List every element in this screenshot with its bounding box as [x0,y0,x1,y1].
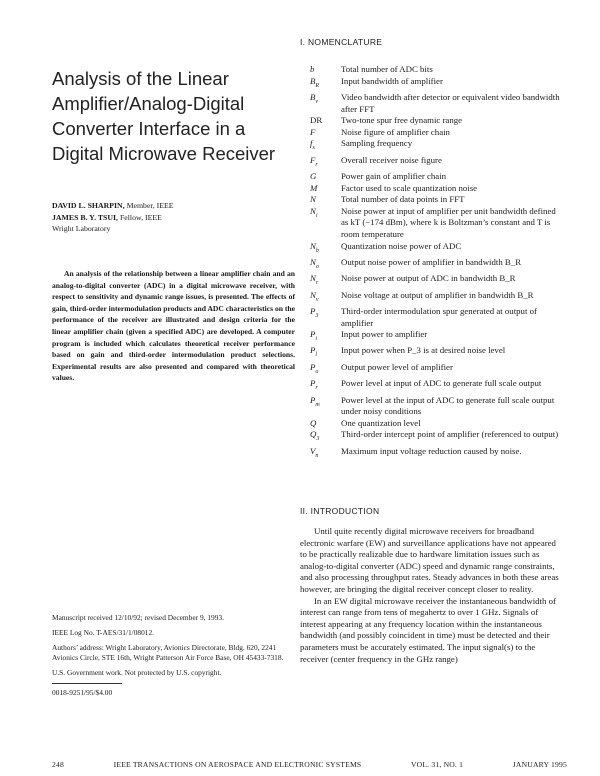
nomenclature-symbol: $N_b$ [310,240,319,254]
nomenclature-entry [300,138,560,154]
nomenclature-definition: Video bandwidth after detector or equivalent video bandwidth after FFT [341,91,560,114]
introduction-heading: II. INTRODUCTION [300,506,380,516]
page-number: 248 [52,760,64,769]
nomenclature-symbol: $N_v$ [310,289,319,303]
nomenclature-entry [300,362,560,378]
nomenclature-definition: Noise power at input of amplifier per unit bandwidth defined as kT (−174 dBm), where k is Boltzman’s constant and T is room temperature [341,205,556,239]
nomenclature-entry [300,115,560,127]
nomenclature-symbol: M [310,182,318,193]
affiliation: Wright Laboratory [52,224,111,233]
nomenclature-symbol: $N_i$ [310,205,318,219]
nomenclature-symbol: Q [310,417,317,428]
nomenclature-definition: One quantization level [341,417,421,428]
divider [52,683,122,684]
nomenclature-entry [300,345,560,361]
nomenclature-definition: Maximum input voltage reduction caused by noise. [341,445,522,456]
nomenclature-symbol: $P_m$ [310,394,320,408]
nomenclature-definition: Overall receiver noise figure [341,154,442,165]
nomenclature-entry [300,273,560,289]
paragraph: Until quite recently digital microwave receivers for broadband electronic warfare (EW) and surveillance applications have not appeared to be practically realizable due to hardware limitation issues such as analog-to-digital converter (ADC) speed and dynamic range constraints, and also processing throughput rates. Steady advances in both these areas however, are bringing the digital receiver concept closer to reality. [300,526,559,594]
nomenclature-entry [300,446,560,462]
nomenclature-symbol: b [310,64,315,74]
nomenclature-symbol: F [310,126,316,137]
nomenclature-definition: Output power level of amplifier [341,361,453,372]
nomenclature-definition: Power level at input of ADC to generate full scale output [341,378,542,389]
author-2 [52,212,292,224]
nomenclature-entry [300,92,560,115]
nomenclature-entry [300,241,560,257]
nomenclature-entry [300,395,560,418]
nomenclature-entry [300,76,560,92]
nomenclature-symbol: $F_r$ [310,154,318,168]
nomenclature-definition: Total number of data points in FFT [341,194,465,205]
nomenclature-symbol: $P_l$ [310,345,318,359]
nomenclature-entry [300,290,560,306]
nomenclature-definition: Power level at the input of ADC to generate full scale output under noisy conditions [341,394,555,417]
nomenclature-list [300,64,560,462]
nomenclature-entry [300,127,560,139]
nomenclature-symbol: $P_3$ [310,305,319,319]
nomenclature-symbol: $f_s$ [310,138,315,152]
nomenclature-entry [300,155,560,171]
address-note: Authors’ address: Wright Laboratory, Avionics Directorate, Bldg. 620, 2241 Avionics Circle, STE 16th, Wright Patterson Air Force Base, OH 45433-7318. [52,642,284,663]
issn-note: 0018-9251/95/$4.00 [52,687,113,697]
author-block [52,200,292,235]
nomenclature-definition: Noise figure of amplifier chain [341,126,450,137]
paragraph: In an EW digital microwave receiver the instantaneous bandwidth of interest can range from tens of megahertz to over 1 GHz. Signals of interest appearing at any frequency location within the instantaneous bandwidth (and possibly coincident in time) must be detected and their parameters must be accurately estimated. The input signal(s) to the receiver (center frequency in the GHz range) [300,595,556,664]
nomenclature-definition: Input bandwidth of amplifier [341,75,443,86]
nomenclature-symbol: $Q_3$ [310,429,320,443]
nomenclature-definition: Two-tone spur free dynamic range [341,115,463,126]
nomenclature-heading: I. NOMENCLATURE [300,37,383,47]
nomenclature-symbol: $V_n$ [310,445,319,459]
nomenclature-symbol: $B_R$ [310,75,320,89]
nomenclature-symbol: $N_r$ [310,273,319,286]
author-name: JAMES B. Y. TSUI, [52,212,119,222]
journal-name: IEEE TRANSACTIONS ON AEROSPACE AND ELECTRONIC SYSTEMS [113,760,362,769]
author-name: DAVID L. SHARPIN, [52,201,125,210]
nomenclature-definition: Sampling frequency [341,138,413,149]
volume: VOL. 31, NO. 1 [410,760,464,769]
nomenclature-definition: Factor used to scale quantization noise [341,182,478,193]
author-1 [52,200,292,212]
nomenclature-symbol: DR [310,115,323,126]
nomenclature-entry [300,206,560,241]
author-role: Fellow, IEEE [119,212,162,222]
nomenclature-entry [300,64,560,76]
copyright-note: U.S. Government work. Not protected by U.S. copyright. [52,668,222,678]
introduction-body [300,526,562,665]
nomenclature-entry [300,171,560,183]
nomenclature-definition: Noise power at output of ADC in bandwidth B_R [341,273,516,284]
nomenclature-entry [300,257,560,273]
nomenclature-definition: Input power to amplifier [341,329,428,340]
nomenclature-definition: Input power when P_3 is at desired noise level [341,345,506,356]
nomenclature-entry [300,418,560,430]
nomenclature-entry [300,329,560,345]
nomenclature-definition: Output noise power of amplifier in bandwidth B_R [341,256,522,267]
nomenclature-definition: Total number of ADC bits [341,64,433,74]
nomenclature-definition: Power gain of amplifier chain [341,171,447,181]
nomenclature-definition: Third-order intermodulation spur generated at output of amplifier [341,305,537,328]
nomenclature-symbol: $P_o$ [310,361,319,375]
nomenclature-entry [300,194,560,206]
paper-title: Analysis of the Linear Amplifier/Analog-Digital Converter Interface in a Digital Microwave Receiver [52,68,276,164]
page-footer [52,760,567,769]
footnotes [52,613,297,703]
nomenclature-symbol: $P_i$ [310,329,318,342]
nomenclature-symbol: $P_r$ [310,378,318,391]
nomenclature-entry [300,378,560,394]
nomenclature-symbol: N [310,194,316,205]
nomenclature-definition: Noise voltage at output of amplifier in bandwidth B_R [341,289,534,300]
author-role: Member, IEEE [126,201,174,210]
nomenclature-entry [300,306,560,329]
abstract: An analysis of the relationship between a linear amplifier chain and an analog-to-digital converter (ADC) in a digital microwave receiver, with respect to sensitivity and dynamic range issues, is presented. The effects of gain, third-order intermodulation products and ADC characteristics on the performance of the receiver are illustrated and design criteria for the linear amplifier chain (given a specified ADC) are developed. A computer program is included which calculates theoretical receiver performance based on gain and third-order intermodulation product selections. Experimental results are also presented and compared with theoretical values. [52,269,295,383]
nomenclature-symbol: $N_o$ [310,256,319,270]
log-note: IEEE Log No. T-AES/31/1/08012. [52,627,155,637]
nomenclature-definition: Third-order intercept point of amplifier (referenced to output) [341,429,559,440]
received-note: Manuscript received 12/10/92; revised December 9, 1993. [52,613,224,622]
nomenclature-definition: Quantization noise power of ADC [341,240,462,251]
nomenclature-symbol: $B_v$ [310,91,319,105]
nomenclature-entry [300,429,560,445]
nomenclature-entry [300,183,560,195]
issue-date: JANUARY 1995 [512,760,567,769]
nomenclature-symbol: G [310,171,317,181]
